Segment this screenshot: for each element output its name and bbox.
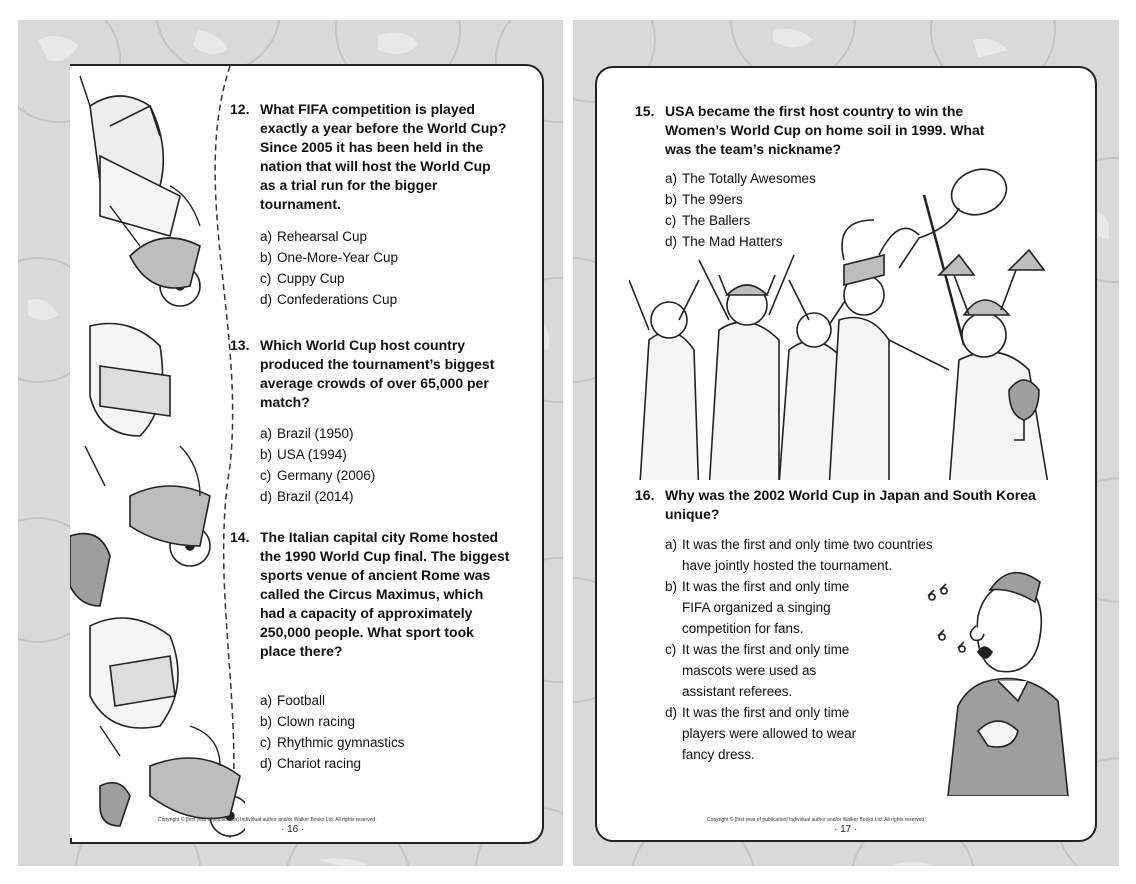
question-13	[230, 336, 530, 412]
question-13-option-a[interactable]: a) Brazil (1950)	[260, 426, 354, 441]
question-14-options	[260, 690, 510, 774]
question-15-option-d[interactable]: d) The Mad Hatters	[665, 234, 783, 249]
page-17	[573, 20, 1119, 866]
question-12-option-d[interactable]: d) Confederations Cup	[260, 292, 398, 307]
question-16-option-a[interactable]: a) It was the first and only time two countries have jointly hosted the tournament.	[665, 537, 933, 573]
question-13-text: Which World Cup host country produced the tournament’s biggest average crowds of over 65,000 per match?	[260, 337, 495, 410]
question-15-number: 15.	[635, 103, 655, 119]
question-12-option-b[interactable]: b) One-More-Year Cup	[260, 250, 399, 265]
question-12	[230, 100, 530, 214]
question-13-option-b[interactable]: b) USA (1994)	[260, 447, 347, 462]
question-14-option-a[interactable]: a) Football	[260, 693, 326, 708]
copyright-notice: Copyright © [first year of publication] Individual author and/or Walker Books Ltd. All rights reserved.	[707, 817, 926, 823]
question-12-option-c[interactable]: c) Cuppy Cup	[260, 271, 345, 286]
page-16	[18, 20, 563, 866]
question-15-option-a[interactable]: a) The Totally Awesomes	[665, 171, 816, 186]
question-13-options	[260, 423, 510, 507]
question-15-option-b[interactable]: b) The 99ers	[665, 192, 743, 207]
page-number: · 17 ·	[834, 824, 858, 835]
question-14-text: The Italian capital city Rome hosted the 1990 World Cup final. The biggest sports venue of ancient Rome was called the Circus Maximus, which had a capacity of approximately 250,000 people. What sport took place there?	[260, 529, 510, 659]
question-14-number: 14.	[230, 529, 250, 545]
question-16-option-b[interactable]: b) It was the first and only time FIFA organized a singing competition for fans.	[665, 579, 850, 636]
question-13-option-d[interactable]: d) Brazil (2014)	[260, 489, 354, 504]
copyright-notice: Copyright © [first year of publication] Individual author and/or Walker Books Ltd. All rights reserved.	[158, 817, 377, 823]
singing-fan-icon	[918, 556, 1078, 796]
question-14	[230, 528, 530, 661]
question-12-options	[260, 226, 510, 310]
question-16-option-c[interactable]: c) It was the first and only time mascots were used as assistant referees.	[665, 642, 850, 699]
question-13-number: 13.	[230, 337, 250, 353]
question-13-option-c[interactable]: c) Germany (2006)	[260, 468, 376, 483]
question-14-option-c[interactable]: c) Rhythmic gymnastics	[260, 735, 405, 750]
question-16-number: 16.	[635, 487, 655, 503]
question-16-option-d[interactable]: d) It was the first and only time players were allowed to wear fancy dress.	[665, 705, 857, 762]
celebrating-fans-icon	[629, 160, 1059, 480]
page-number: · 16 ·	[281, 824, 305, 835]
question-15-option-c[interactable]: c) The Ballers	[665, 213, 751, 228]
question-12-option-a[interactable]: a) Rehearsal Cup	[260, 229, 368, 244]
question-15-text: USA became the first host country to win the Women’s World Cup on home soil in 1999. What was the team’s nickname?	[665, 103, 985, 157]
question-12-number: 12.	[230, 101, 250, 117]
question-16	[635, 486, 1065, 524]
chariot-race-icon	[70, 66, 245, 838]
question-15	[635, 102, 1065, 159]
question-16-text: Why was the 2002 World Cup in Japan and South Korea unique?	[665, 487, 1036, 522]
question-14-option-d[interactable]: d) Chariot racing	[260, 756, 362, 771]
question-14-option-b[interactable]: b) Clown racing	[260, 714, 356, 729]
question-12-text: What FIFA competition is played exactly a year before the World Cup? Since 2005 it has been held in the nation that will host the World Cup as a trial run for the bigger tournament.	[260, 101, 507, 212]
